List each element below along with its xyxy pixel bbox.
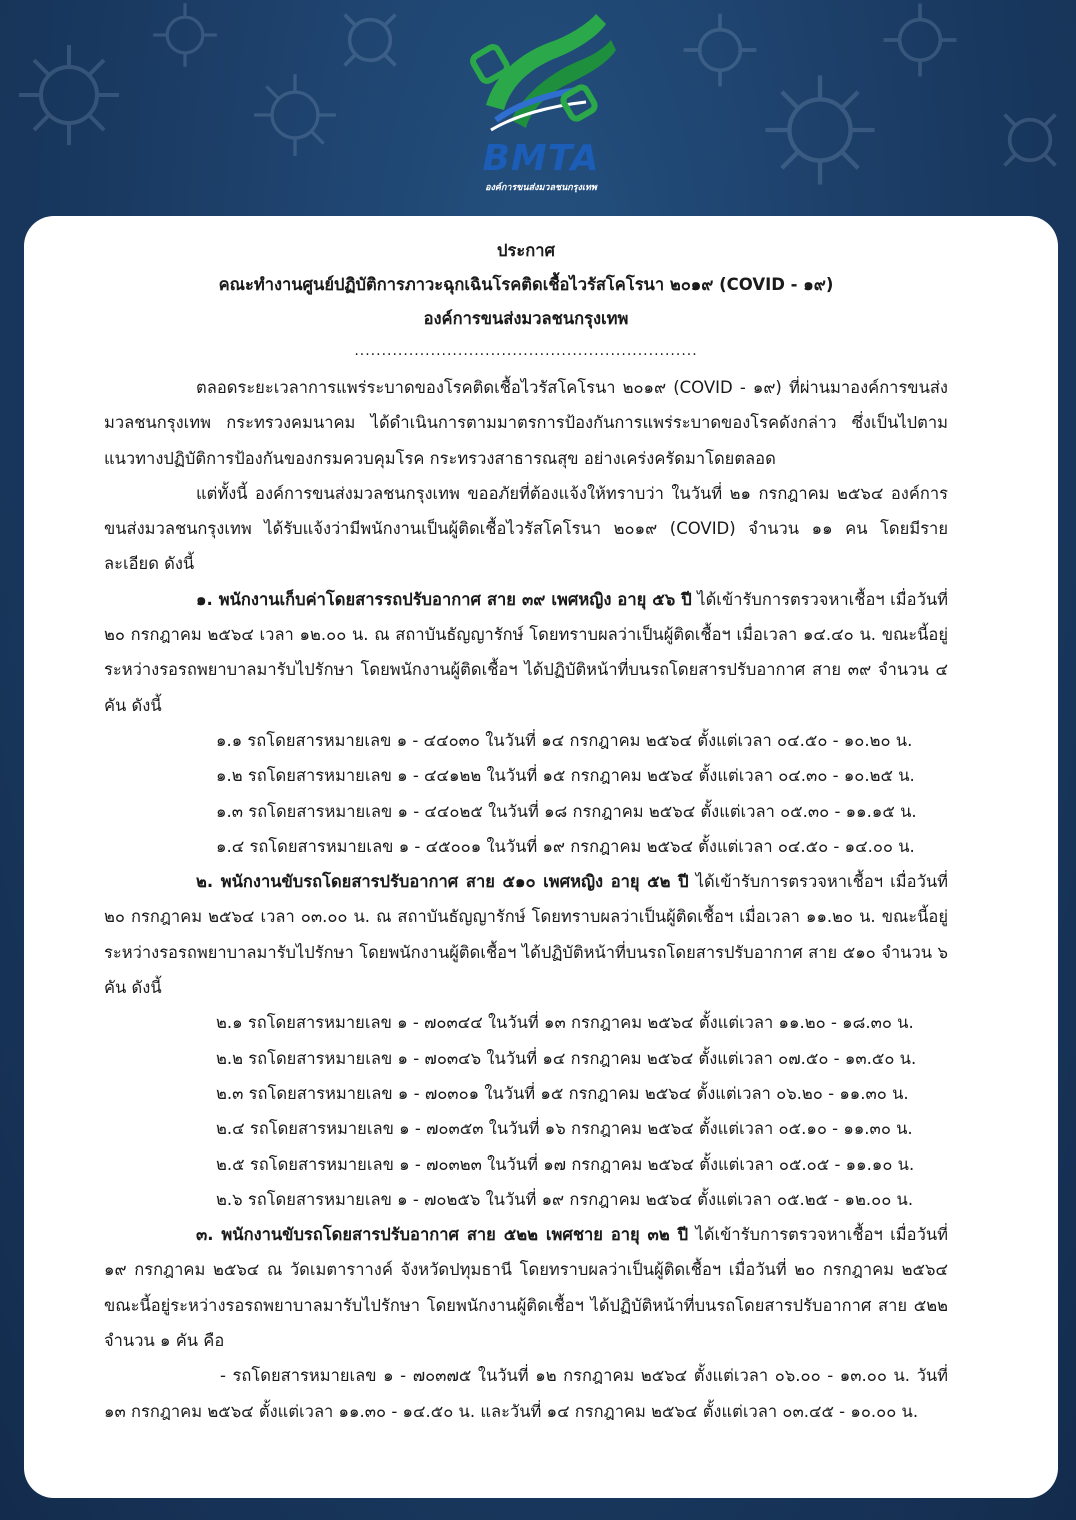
virus-icon [330, 0, 410, 80]
organization-title: องค์การขนส่งมวลชนกรุงเทพ [423, 309, 629, 328]
logo-subtitle: องค์การขนส่งมวลชนกรุงเทพ [485, 183, 597, 193]
case-2-bus-5: ๒.๕ รถโดยสารหมายเลข ๑ - ๗๐๓๒๓ ในวันที่ ๑๗ กรกฎาคม ๒๕๖๔ ตั้งแต่เวลา ๐๕.๐๕ - ๑๑.๑๐ น. [216, 1154, 915, 1174]
virus-icon [150, 0, 220, 70]
committee-title: คณะทำงานศูนย์ปฏิบัติการภาวะฉุกเฉินโรคติดเชื้อไวรัสโคโรนา ๒๐๑๙ (COVID - ๑๙) [218, 275, 834, 294]
case-2-bus-3: ๒.๓ รถโดยสารหมายเลข ๑ - ๗๐๓๐๑ ในวันที่ ๑๕ กรกฎาคม ๒๕๖๔ ตั้งแต่เวลา ๐๖.๒๐ - ๑๑.๓๐ น. [216, 1083, 909, 1103]
case-3 [104, 1217, 948, 1358]
case-2-bus-2: ๒.๒ รถโดยสารหมายเลข ๑ - ๗๐๓๔๖ ในวันที่ ๑๔ กรกฎาคม ๒๕๖๔ ตั้งแต่เวลา ๐๗.๕๐ - ๑๓.๕๐ น. [216, 1048, 917, 1068]
announcement-document [104, 234, 948, 1429]
case-3-bus-detail: - รถโดยสารหมายเลข ๑ - ๗๐๓๗๕ ในวันที่ ๑๒ กรกฎาคม ๒๕๖๔ ตั้งแต่เวลา ๐๖.๐๐ - ๑๓.๐๐ น. วันที่ ๑๓ กรกฎาคม ๒๕๖๔ ตั้งแต่เวลา ๑๑.๓๐ - ๑๔.๕๐ น. และวันที่ ๑๔ กรกฎาคม ๒๕๖๔ ตั้งแต่เวลา ๐๓.๔๕ - ๑๐.๐๐ น. [104, 1366, 948, 1421]
case-3-bus-1 [104, 1358, 948, 1429]
case-1-detail: ได้เข้ารับการตรวจหาเชื้อฯ เมื่อวันที่ ๒๐ กรกฎาคม ๒๕๖๔ เวลา ๑๒.๐๐ น. ณ สถาบันธัญญารักษ์ โดยทราบผลว่าเป็นผู้ติดเชื้อฯ เมื่อเวลา ๑๔.๔๐ น. ขณะนี้อยู่ระหว่างรอรถพยาบาลมารับไปรักษา โดยพนักงานผู้ติดเชื้อฯ ได้ปฏิบัติหน้าที่บนรถโดยสารปรับอากาศ สาย ๓๙ จำนวน ๔ คัน ดังนี้ [104, 589, 948, 715]
virus-icon [990, 100, 1070, 180]
bmta-emblem-icon [456, 10, 626, 140]
divider-dots: ............................................................... [354, 343, 698, 359]
case-1-heading: ๑. พนักงานเก็บค่าโดยสารรถปรับอากาศ สาย ๓๙ เพศหญิง อายุ ๕๖ ปี [196, 589, 692, 609]
case-2-bus-6: ๒.๖ รถโดยสารหมายเลข ๑ - ๗๐๒๕๖ ในวันที่ ๑๙ กรกฎาคม ๒๕๖๔ ตั้งแต่เวลา ๐๕.๒๕ - ๑๒.๐๐ น. [216, 1189, 914, 1209]
virus-icon [760, 70, 880, 190]
case-2-bus-1: ๒.๑ รถโดยสารหมายเลข ๑ - ๗๐๓๔๔ ในวันที่ ๑๓ กรกฎาคม ๒๕๖๔ ตั้งแต่เวลา ๑๑.๒๐ - ๑๘.๓๐ น. [216, 1013, 914, 1033]
case-1-bus-1: ๑.๑ รถโดยสารหมายเลข ๑ - ๔๔๐๓๐ ในวันที่ ๑๔ กรกฎาคม ๒๕๖๔ ตั้งแต่เวลา ๐๔.๕๐ - ๑๐.๒๐ น. [216, 730, 913, 750]
paragraph-intro: ตลอดระยะเวลาการแพร่ระบาดของโรคติดเชื้อไวรัสโคโรนา ๒๐๑๙ (COVID - ๑๙) ที่ผ่านมาองค์การขนส่งมวลชนกรุงเทพ กระทรวงคมนาคม ได้ดำเนินการตามมาตรการป้องกันการแพร่ระบาดของโรคดังกล่าว ซึ่งเป็นไปตามแนวทางปฏิบัติการป้องกันของกรมควบคุมโรค กระทรวงสาธารณสุข อย่างเคร่งครัดมาโดยตลอด [104, 378, 948, 468]
case-1 [104, 582, 948, 723]
virus-icon [680, 10, 760, 90]
case-2-bus-4: ๒.๔ รถโดยสารหมายเลข ๑ - ๗๐๓๕๓ ในวันที่ ๑๖ กรกฎาคม ๒๕๖๔ ตั้งแต่เวลา ๐๕.๑๐ - ๑๑.๓๐ น. [216, 1119, 913, 1139]
paragraph-notice: แต่ทั้งนี้ องค์การขนส่งมวลชนกรุงเทพ ขออภัยที่ต้องแจ้งให้ทราบว่า ในวันที่ ๒๑ กรกฎาคม ๒๕๖๔ องค์การขนส่งมวลชนกรุงเทพ ได้รับแจ้งว่ามีพนักงานเป็นผู้ติดเชื้อไวรัสโคโรนา ๒๐๑๙ (COVID) จำนวน ๑๑ คน โดยมีรายละเอียด ดังนี้ [104, 483, 948, 574]
logo-wordmark: BMTA [482, 138, 600, 179]
bmta-logo [456, 10, 626, 200]
virus-icon [14, 40, 124, 150]
announcement-title: ประกาศ [497, 241, 555, 260]
case-3-heading: ๓. พนักงานขับรถโดยสารปรับอากาศ สาย ๕๒๒ เพศชาย อายุ ๓๒ ปี [196, 1225, 689, 1245]
case-1-bus-4: ๑.๔ รถโดยสารหมายเลข ๑ - ๔๕๐๐๑ ในวันที่ ๑๙ กรกฎาคม ๒๕๖๔ ตั้งแต่เวลา ๐๔.๕๐ - ๑๔.๐๐ น. [216, 836, 915, 856]
case-3-detail: ได้เข้ารับการตรวจหาเชื้อฯ เมื่อวันที่ ๑๙ กรกฎาคม ๒๕๖๔ ณ วัดเมตาราางค์ จังหวัดปทุมธานี โดยทราบผลว่าเป็นผู้ติดเชื้อฯ เมื่อวันที่ ๒๐ กรกฎาคม ๒๕๖๔ ขณะนี้อยู่ระหว่างรอรถพยาบาลมารับไปรักษา โดยพนักงานผู้ติดเชื้อฯ ได้ปฏิบัติหน้าที่บนรถโดยสารปรับอากาศ สาย ๕๒๒ จำนวน ๑ คัน คือ [104, 1225, 949, 1351]
case-2 [104, 864, 948, 1005]
case-2-heading: ๒. พนักงานขับรถโดยสารปรับอากาศ สาย ๕๑๐ เพศหญิง อายุ ๕๒ ปี [196, 872, 689, 892]
virus-icon [250, 70, 340, 160]
case-1-bus-2: ๑.๒ รถโดยสารหมายเลข ๑ - ๔๔๑๒๒ ในวันที่ ๑๕ กรกฎาคม ๒๕๖๔ ตั้งแต่เวลา ๐๔.๓๐ - ๑๐.๒๕ น. [216, 766, 915, 786]
virus-icon [880, 0, 960, 80]
case-2-detail: ได้เข้ารับการตรวจหาเชื้อฯ เมื่อวันที่ ๒๐ กรกฎาคม ๒๕๖๔ เวลา ๐๓.๐๐ น. ณ สถาบันธัญญารักษ์ โดยทราบผลว่าเป็นผู้ติดเชื้อฯ เมื่อเวลา ๑๑.๒๐ น. ขณะนี้อยู่ระหว่างรอรถพยาบาลมารับไปรักษา โดยพนักงานผู้ติดเชื้อฯ ได้ปฏิบัติหน้าที่บนรถโดยสารปรับอากาศ สาย ๕๑๐ จำนวน ๖ คัน ดังนี้ [104, 872, 948, 998]
case-1-bus-3: ๑.๓ รถโดยสารหมายเลข ๑ - ๔๔๐๒๕ ในวันที่ ๑๘ กรกฎาคม ๒๕๖๔ ตั้งแต่เวลา ๐๕.๓๐ - ๑๑.๑๕ น. [216, 801, 917, 821]
